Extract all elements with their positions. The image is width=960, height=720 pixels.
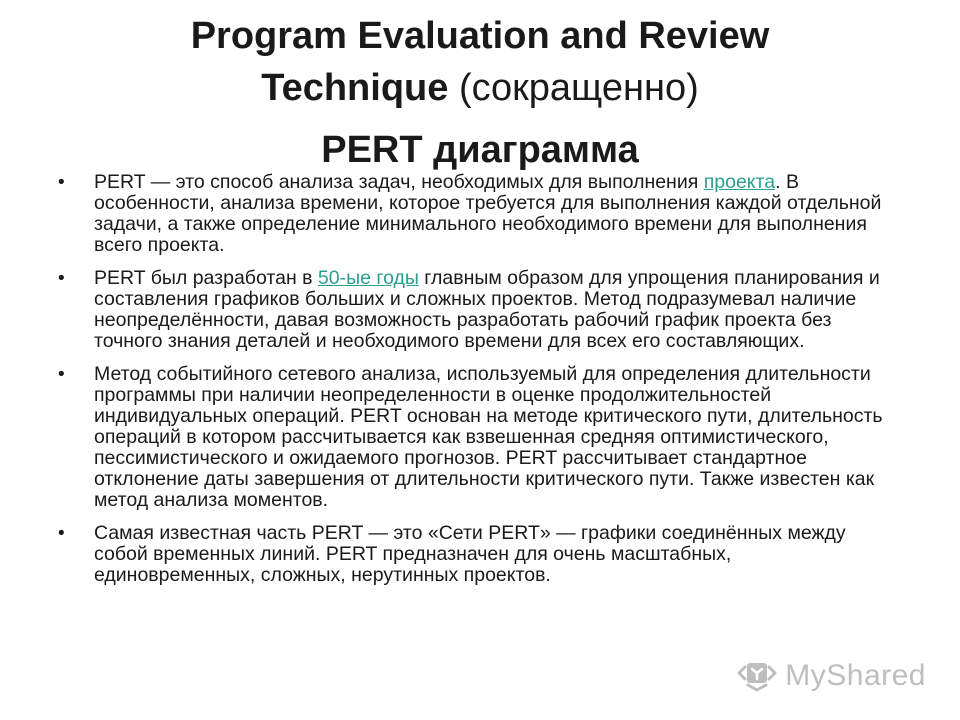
title-line-1 xyxy=(0,10,960,62)
link-50s[interactable]: 50-ые годы xyxy=(317,267,419,289)
bullet-icon: • xyxy=(58,268,65,289)
bullet-text: PERT — это способ анализа задач, необходимых для выполнения xyxy=(94,171,704,193)
watermark xyxy=(737,656,926,696)
title-line-2 xyxy=(0,62,960,114)
bullet-item xyxy=(58,172,888,256)
bullet-item xyxy=(58,268,888,352)
myshared-logo-icon xyxy=(737,659,777,693)
bullet-item xyxy=(58,523,888,586)
watermark-text: MyShared xyxy=(785,659,926,692)
bullet-text: главным образом для упрощения планирования и составления графиков больших и сложных проектов. Метод подразумевал наличие неопределённости, давая возможность разработать рабочий график проекта без точного знания деталей и необходимого времени для всех его составляющих. xyxy=(94,267,880,352)
title-block xyxy=(0,10,960,174)
bullet-icon: • xyxy=(58,172,65,193)
bullet-text: Самая известная часть PERT — это «Сети PERT» — графики соединённых между собой временных линий. PERT предназначен для очень масштабных, единовременных, сложных, нерутинных проектов. xyxy=(94,522,846,586)
bullet-list xyxy=(58,172,888,598)
bullet-text: PERT был разработан в xyxy=(94,267,318,289)
subtitle: PERT диаграмма xyxy=(321,129,639,171)
bullet-text: Метод событийного сетевого анализа, используемый для определения длительности программы при наличии неопределенности в оценке продолжительностей индивидуальных операций. PERT основан на методе критического пути, длительность операций в котором рассчитывается как взвешенная средняя оптимистического, пессимистического и ожидаемого прогнозов. PERT рассчитывает стандартное отклонение даты завершения от длительности критического пути. Также известен как метод анализа моментов. xyxy=(94,363,883,511)
title-text-1: Program Evaluation and Review xyxy=(190,15,770,57)
bullet-text: . В особенности, анализа времени, которое требуется для выполнения каждой отдельной задачи, а также определение минимального необходимого времени для выполнения всего проекта. xyxy=(94,171,882,256)
title-text-bold: Technique xyxy=(261,67,449,109)
bullet-icon: • xyxy=(58,523,65,544)
link-project[interactable]: проекта xyxy=(703,171,776,193)
title-text-normal: (сокращенно) xyxy=(448,67,699,109)
bullet-item xyxy=(58,364,888,511)
bullet-icon: • xyxy=(58,364,65,385)
